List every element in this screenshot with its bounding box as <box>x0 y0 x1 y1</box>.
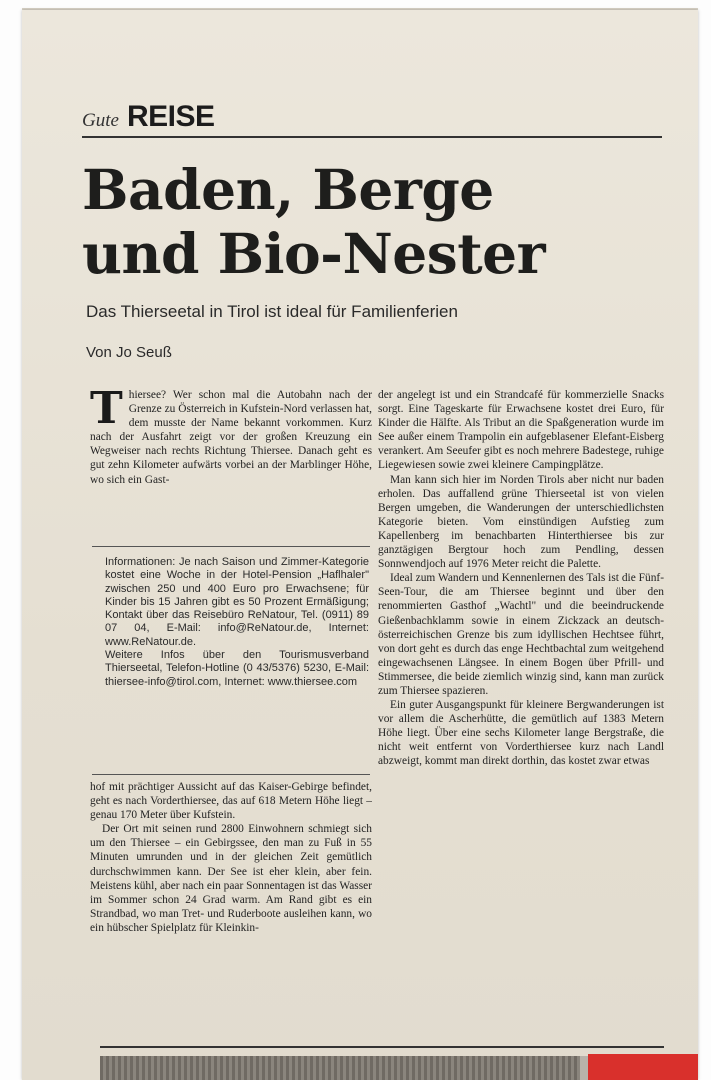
headline-line-1: Baden, Berge <box>82 157 494 222</box>
byline: Von Jo Seuß <box>86 344 172 361</box>
next-article-image-strip <box>100 1056 580 1080</box>
section-prefix: Gute <box>82 110 119 131</box>
body-paragraph: Ein guter Ausgangspunkt für kleinere Bergwanderungen ist vor allem die Ascherhütte, die gemütlich auf 1383 Metern Höhe liegt. Über eine sechs Kilometer lange Bergstraße, die nicht weit entfernt von Vorderthiersee kurz nach Landl abzweigt, kommt man direkt dorthin, das kostet zwar etwas <box>378 699 664 768</box>
section-kicker <box>82 100 214 134</box>
column-1-bottom <box>90 780 372 1038</box>
infobox-rule-bottom <box>92 774 370 775</box>
info-paragraph: Informationen: Je nach Saison und Zimmer-Kategorie kostet eine Woche in der Hotel-Pension „Haflhaler" zwischen 250 und 400 Euro pro Erwachsene; für Kinder bis 15 Jahren gibt es 50 Prozent Ermäßigung; Kontakt über das Reisebüro ReNatour, Tel. (0911) 89 07 04, E-Mail: info@ReNatour.de, Internet: www.ReNatour.de. <box>105 556 369 648</box>
body-paragraph: hof mit prächtiger Aussicht auf das Kaiser-Gebirge befindet, geht es nach Vorderthiersee, das auf 618 Metern Höhe liegt – genau 170 Meter über Kufstein. <box>90 781 372 822</box>
headline <box>82 158 672 286</box>
next-article-divider <box>580 1056 588 1080</box>
infobox-rule-top <box>92 546 370 547</box>
body-paragraph: Der Ort mit seinen rund 2800 Einwohnern schmiegt sich um den Thiersee – ein Gebirgssee, den man zu Fuß in 55 Minuten umrunden und in der gleichen Zeit gemütlich durchschwimmen kann. Der See ist eher klein, aber fein. Meistens kühl, aber nach ein paar Sonnentagen ist das Wasser im Sommer schon 24 Grad warm. Am Rand gibt es ein Strandbad, wo man Tret- und Ruderboote ausleihen kann, wo ein hübscher Spielplatz für Kleinkin- <box>90 823 372 934</box>
body-paragraph: Man kann sich hier im Norden Tirols aber nicht nur baden erholen. Das auffallend grüne Thierseetal ist von vielen Bergen umgeben, die Wanderungen der unterschiedlichsten Kategorie bieten. Vom einstündigen Aufstieg zum Kapellenberg im benachbarten Hinterthiersee bis zur ganztägigen Bergtour hoch zum Pendling, dessen Sonnwendjoch auf 1976 Meter reicht die Palette. <box>378 473 664 571</box>
section-rule <box>82 136 662 138</box>
drop-cap: T <box>90 388 123 434</box>
body-paragraph: der angelegt ist und ein Strandcafé für kommerzielle Snacks sorgt. Eine Tageskarte für Erwachsene kostet drei Euro, für Kinder die Hälfte. Als Tribut an die Spaßgeneration wurde im See außer einem Trampolin ein aufgeblasener Elefant-Eisberg verankert. Am Seeufer gibt es noch mehrere Badestege, ruhige Liegewiesen sowie zwei kleinere Campingplätze. <box>378 389 664 472</box>
lead-text: hiersee? Wer schon mal die Autobahn nach der Grenze zu Österreich in Kufstein-Nord verlassen hat, dem musste der Name bekannt vorkommen. Kurz nach der Ausfahrt zeigt vor der großen Kreuzung ein Wegweiser nach rechts Richtung Thiersee. Danach geht es gut zehn Kilometer aufwärts vorbei an der Marblinger Höhe, wo sich ein Gast- <box>90 389 372 486</box>
lead-paragraph <box>90 388 372 487</box>
bottom-rule <box>100 1046 664 1048</box>
section-name: REISE <box>126 100 215 133</box>
headline-line-2: und Bio-Nester <box>82 221 546 286</box>
body-paragraph: Ideal zum Wandern und Kennenlernen des Tals ist die Fünf-Seen-Tour, die am Thiersee beginnt und über den renommierten Gasthof „Wachtl" und die beeindruckende Gießenbachklamm sowie in einem Zickzack an deutsch-österreichischen Grenze bis zum idyllischen Hechtsee führt, von dort geht es durch das enge Hechtbachtal zum weitgehend eingewachsenen Längsee. In einem Bogen über Pfrill- und Stimmersee, die beide ziemlich winzig sind, kann man zurück zum Thiersee spazieren. <box>378 572 664 697</box>
column-1-top <box>90 388 372 538</box>
info-box <box>105 556 369 770</box>
subheadline: Das Thierseetal in Tirol ist ideal für Familienferien <box>86 302 458 321</box>
column-2 <box>378 388 664 1038</box>
red-ad-block <box>588 1054 698 1080</box>
info-paragraph: Weitere Infos über den Tourismusverband Thierseetal, Telefon-Hotline (0 43/5376) 5230, E-Mail: thiersee-info@tirol.com, Internet: www.thiersee.com <box>105 649 369 688</box>
